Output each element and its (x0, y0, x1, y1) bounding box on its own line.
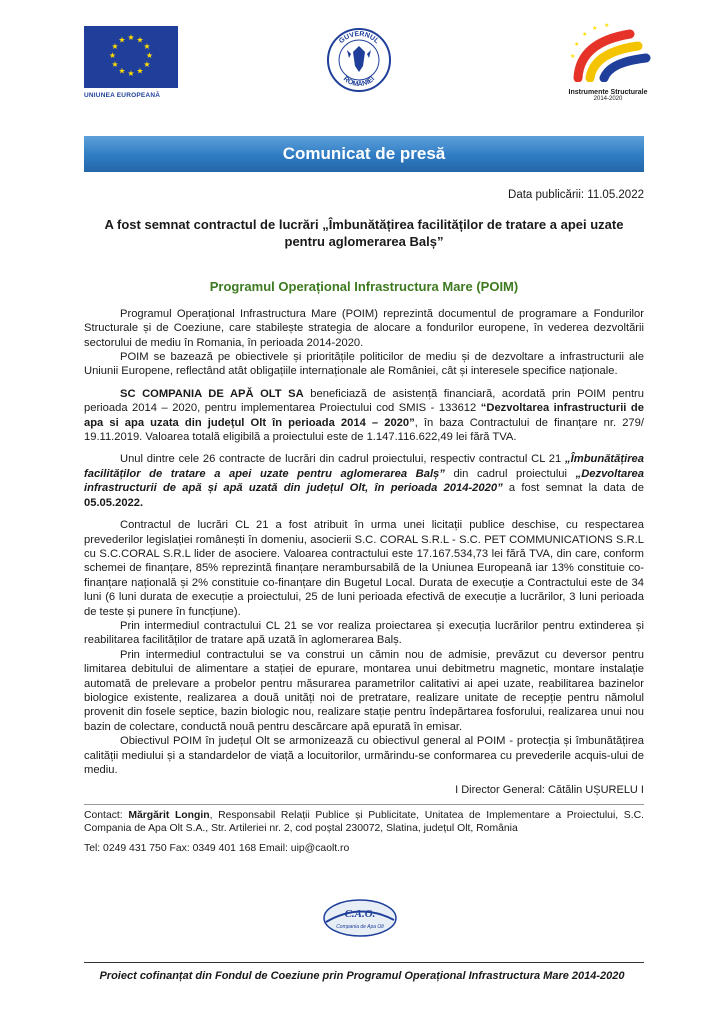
svg-text:★: ★ (582, 31, 588, 38)
svg-text:★: ★ (118, 35, 126, 45)
cao-logo-text: C.A.O. (344, 908, 376, 920)
publication-date (84, 188, 644, 202)
paragraph-7: Prin intermediul contractului se va construi un cămin nou de admisie, prevăzut cu deversor pentru limitarea debitului de alimentare a stației de epurare, montarea unui debitmetru magnetic, montare instalație automată de prelevare a probelor pentru măsurarea parametrilor calitativi ai apei uzate, reabilitarea bazinelor biologice existente, realizarea a două unități noi de pretratare, realizare unitate de recepție pentru nămolul provenit din fosele septice, bazin biologic nou, realizare stație pentru îndepărtarea fosforului, realizarea unui nou bazin de colectare, conductă nouă pentru descărcare apă epurată în emisar. (84, 648, 644, 733)
svg-text:★: ★ (143, 60, 151, 69)
structural-instruments-icon (560, 22, 656, 82)
svg-text:★: ★ (592, 25, 598, 32)
gov-text-bottom: ROMÂNIEI (341, 75, 377, 89)
paragraph-3 (84, 387, 644, 445)
publication-label: Data publicării: (508, 189, 585, 201)
document-body (84, 188, 644, 856)
footer-text: Proiect cofinanțat din Fondul de Coeziune prin Programul Operațional Infrastructura Mare 2014-2020 (99, 970, 625, 982)
signature: I Director General: Cătălin UȘURELU I (455, 784, 644, 797)
svg-text:★: ★ (127, 33, 135, 42)
structural-years: 2014-2020 (593, 96, 623, 102)
paragraph-5: Contractul de lucrări CL 21 a fost atribuit în urma unei licitații publice deschise, cu respectarea prevederilor legislației românești în domeniu, asocierii S.C. CORAL S.R.L - S.C. PET COMMUNICATIONS S.R.L cu S.C.CORAL S.R.L lider de asociere. Valoarea contractului este 17.167.534,73 lei fără TVA, din care, conform schemei de finanțare, 85% reprezintă finanțare nerambursabilă de la Uniunea Europeană iar 13% constituie co-finanțare națională și 2% constituie co-finanțare din Bugetul Local. Durata de execuție a Contractului este de 34 luni (6 luni durata de execuție a proiectului, 25 de luni perioada efectivă de execuție a lucrărilor, 3 luni perioada de teste și punere în funcțiune). (84, 519, 644, 618)
paragraph-2: POIM se bazează pe obiectivele și prioritățile politicilor de mediu și de dezvoltare a infrastructurii ale Uniunii Europene, reflectând atât obligațiile internaționale ale României, cât și interesele specifice naționale. (84, 351, 644, 378)
paragraph-4 (84, 452, 644, 510)
svg-text:★: ★ (604, 22, 610, 29)
svg-text:★: ★ (136, 35, 144, 45)
divider (84, 804, 644, 805)
cao-logo-subtitle: Compania de Apa Olt (336, 924, 384, 930)
headline: A fost semnat contractul de lucrări „Îmbunătățirea facilităților de tratare a apei uzate pentru aglomerarea Balș” (104, 217, 624, 250)
program-title: Programul Operațional Infrastructura Mare (POIM) (209, 279, 519, 295)
svg-text:★: ★ (108, 51, 117, 60)
contact-details: , Responsabil Relații Publice și Publicitate, Unitatea de Implementare a Proiectului, S.C. Compania de Apa Olt S.A., Str. Artileriei nr. 2, cod poștal 230072, Slatina, județul Olt, România (84, 809, 644, 835)
svg-text:ROMÂNIEI (342, 76, 376, 89)
cao-logo (322, 898, 398, 938)
p4-text3: a fost semnat la data de (502, 482, 644, 495)
publication-value: 11.05.2022 (587, 189, 644, 201)
svg-text:★: ★ (111, 60, 119, 69)
contact-phones: Tel: 0249 431 750 Fax: 0349 401 168 Email: uip@caolt.ro (84, 843, 350, 854)
contact-label: Contact: (84, 809, 129, 821)
p4-contract: „Îmbunătățirea facilităților de tratare a apei uzate pentru aglomerarea Balș” (84, 453, 644, 480)
cao-logo-icon (322, 898, 398, 938)
svg-text:★: ★ (118, 66, 126, 76)
government-seal-icon (325, 26, 393, 94)
p4-text1: Unul dintre cele 26 contracte de lucrări din cadrul proiectului, respectiv contractul CL 21 (120, 453, 566, 466)
eu-flag-icon (84, 26, 178, 88)
svg-text:★: ★ (143, 42, 151, 51)
p3-text1: beneficiază de asistență financiară, acordată prin POIM pentru perioada 2014 – 2020, pentru implementarea Proiectului cod SMIS - 133612 (84, 387, 644, 415)
eu-logo (84, 26, 180, 99)
structural-instruments-logo (560, 22, 656, 102)
press-release-banner: Comunicat de presă (84, 136, 644, 172)
gov-text-top: GUVERNUL (338, 30, 381, 46)
p3-text2: , în baza Contractului de finanțare nr. 279/ 19.11.2019. Valoarea totală eligibilă a proiectului este de 1.147.116.622,49 lei fără TVA. (84, 416, 644, 444)
paragraph-1: Programul Operațional Infrastructura Mare (POIM) reprezintă documentul de programare a Fondurilor Structurale și de Coeziune, care stabilește strategia de alocare a fondurilor europene, în vederea dezvoltării sectorului de mediu în Romania, în perioada 2014-2020. (84, 307, 644, 349)
svg-text:★: ★ (574, 41, 580, 48)
svg-text:★: ★ (570, 53, 576, 60)
p3-project: “Dezvoltarea infrastructurii de apa si apa uzata din județul Olt în perioada 2014 – 2020” (84, 402, 644, 429)
svg-text:★: ★ (145, 51, 154, 60)
svg-text:★: ★ (136, 66, 144, 76)
contact-name: Mărgărit Longin (128, 809, 210, 821)
company-name: SC COMPANIA DE APĂ OLT SA (120, 387, 304, 400)
footer-divider (84, 962, 644, 963)
p4-project: „Dezvoltarea infrastructurii de apă și apă uzată din județul Olt, în perioada 2014-2020” (84, 467, 644, 495)
p4-text2: din cadrul proiectului (444, 467, 576, 480)
svg-text:★: ★ (127, 69, 135, 78)
header-logos (0, 22, 724, 112)
eu-caption: UNIUNEA EUROPEANĂ (84, 92, 161, 99)
svg-text:★: ★ (111, 42, 119, 51)
p4-date: 05.05.2022. (84, 496, 144, 509)
structural-caption: Instrumente Structurale (568, 89, 648, 96)
contact-block (84, 809, 644, 836)
paragraph-6: Prin intermediul contractului CL 21 se vor realiza proiectarea și execuția lucrărilor pentru extinderea și reabilitarea facilităților de tratare apă uzată în aglomerarea Balș. (84, 619, 644, 647)
paragraph-8: Obiectivul POIM în județul Olt se armonizează cu obiectivul general al POIM - protecția și îmbunătățirea calității mediului și a standardelor de viață a locuitorilor, urmărindu-se conformarea cu prevederile acquis-ului de mediu. (84, 735, 644, 776)
